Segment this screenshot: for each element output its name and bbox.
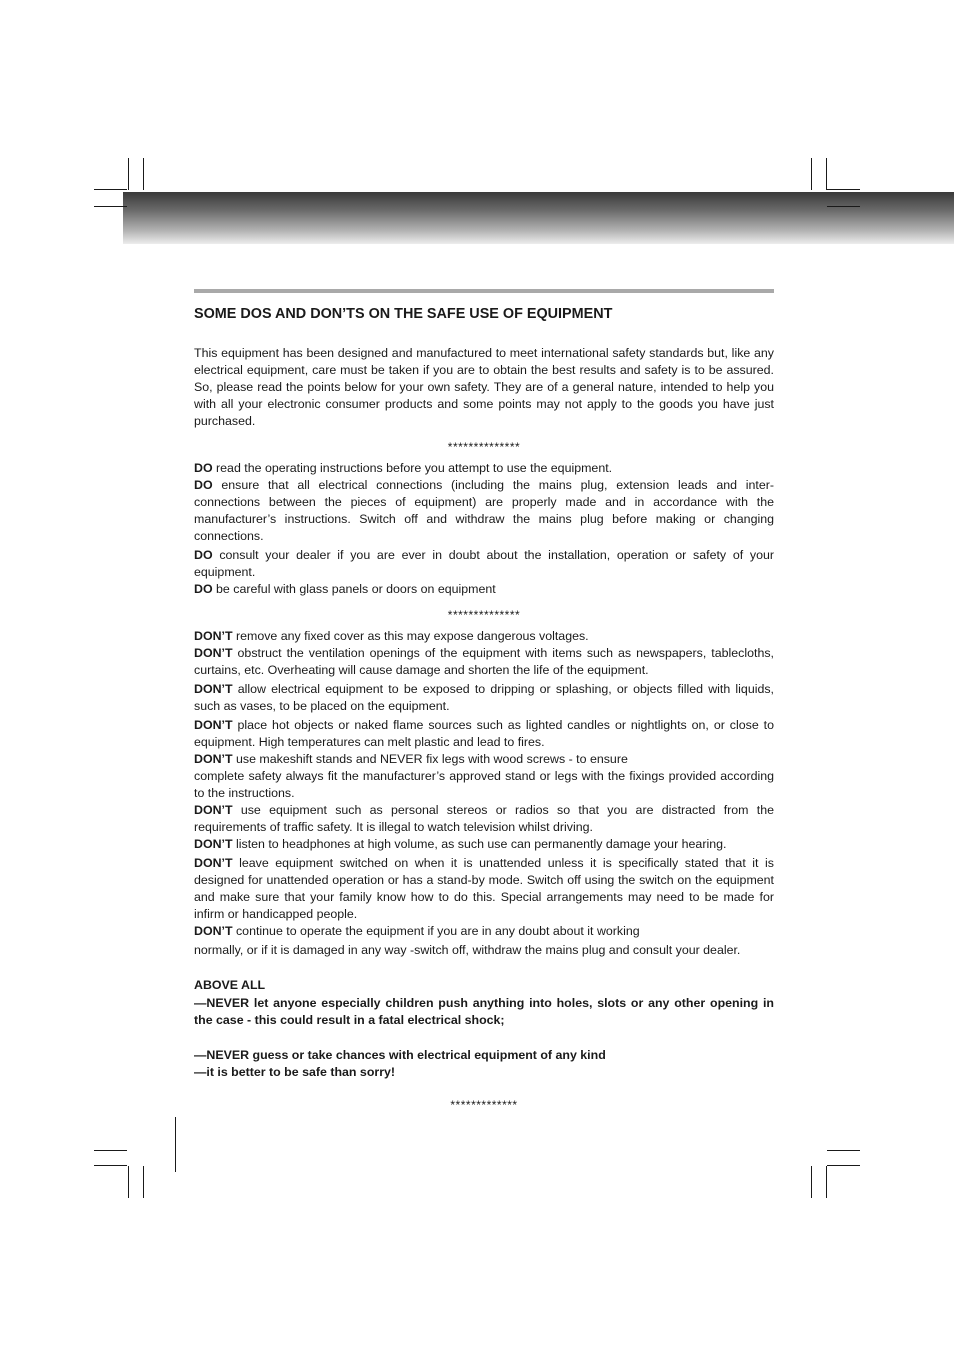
dont-item: DON’T use equipment such as personal stereos or radios so that you are distracted from the requirements of traffic safety. It is illegal to watch television whilst driving. — [194, 803, 774, 834]
dont-item: DON’T place hot objects or naked flame sources such as lighted candles or nightlights on, or close to equipment. High temperatures can melt plastic and lead to fires. — [194, 718, 774, 749]
above-all-line: —NEVER guess or take chances with electrical equipment of any kind — [194, 1047, 606, 1062]
above-all-title: ABOVE ALL — [194, 978, 266, 992]
dont-key: DON’T — [194, 837, 233, 851]
dont-item: DON’T continue to operate the equipment if you are in any doubt about it working — [194, 924, 640, 938]
do-item: DO read the operating instructions before you attempt to use the equipment. — [194, 461, 613, 475]
above-all-line: —NEVER let anyone especially children push anything into holes, slots or any other opening in the case - this could result in a fatal electrical shock; — [194, 995, 774, 1027]
dont-item: DON’T use makeshift stands and NEVER fix legs with wood screws - to ensure — [194, 752, 628, 766]
dont-item: DON’T listen to headphones at high volume, as such use can permanently damage your hearing. — [194, 837, 727, 851]
safety-content — [194, 305, 774, 1118]
dont-item: DON’T obstruct the ventilation openings of the equipment with items such as newspapers, tablecloths, curtains, etc. Overheating will cause damage and shorten the life of the equipment. — [194, 646, 774, 677]
dont-key: DON’T — [194, 752, 233, 766]
dont-item-continuation: complete safety always fit the manufacturer’s approved stand or legs with the fixings provided according to the instructions. — [194, 769, 774, 800]
do-item: DO ensure that all electrical connections (including the mains plug, extension leads and inter- connections between the pieces of equipment) are properly made and in accordance with the manufacturer’s instructions. Switch off and withdraw the mains plug before making or changing connections. — [194, 478, 774, 543]
dont-key: DON’T — [194, 682, 233, 696]
do-key: DO — [194, 582, 213, 596]
intro-paragraph: This equipment has been designed and manufactured to meet international safety standards but, like any electrical equipment, care must be taken if you are to obtain the best results and safety is to be assured. So, please read the points below for your own safety. They are of a general nature, intended to help you with all your electronic consumer products and some points may not apply to the goods you have just purchased. — [194, 346, 774, 428]
dont-key: DON’T — [194, 646, 233, 660]
dont-item-continuation: normally, or if it is damaged in any way -switch off, withdraw the mains plug and consult your dealer. — [194, 943, 741, 957]
page-title: SOME DOS AND DON’TS ON THE SAFE USE OF EQUIPMENT — [194, 306, 613, 322]
do-item: DO consult your dealer if you are ever in doubt about the installation, operation or safety of your equipment. — [194, 548, 774, 579]
dont-list — [194, 628, 774, 959]
dont-key: DON’T — [194, 803, 233, 817]
do-key: DO — [194, 461, 213, 475]
separator: ************** — [447, 440, 521, 454]
do-key: DO — [194, 478, 213, 492]
separator-end: ************* — [450, 1097, 518, 1112]
dont-item: DON’T allow electrical equipment to be exposed to dripping or splashing, or objects filled with liquids, such as vases, to be placed on the equipment. — [194, 682, 774, 713]
do-item: DO be careful with glass panels or doors on equipment — [194, 582, 496, 596]
dont-key: DON’T — [194, 718, 233, 732]
do-key: DO — [194, 548, 213, 562]
section-rule — [194, 289, 774, 293]
dont-item: DON’T leave equipment switched on when it is unattended unless it is specifically stated that it is designed for unattended operation or has a stand-by mode. Switch off using the switch on the equipment and make sure that your family know how to do this. Special arrangements may need to be made for infirm or handicapped people. — [194, 856, 774, 921]
above-all-line: —it is better to be safe than sorry! — [194, 1065, 396, 1079]
dont-key: DON’T — [194, 629, 233, 643]
dont-key: DON’T — [194, 856, 233, 870]
separator: ************** — [447, 608, 521, 622]
header-banner — [123, 192, 954, 244]
do-list — [194, 460, 774, 598]
dont-item: DON’T remove any fixed cover as this may expose dangerous voltages. — [194, 629, 589, 643]
dont-key: DON’T — [194, 924, 233, 938]
above-all-section — [194, 977, 774, 1082]
